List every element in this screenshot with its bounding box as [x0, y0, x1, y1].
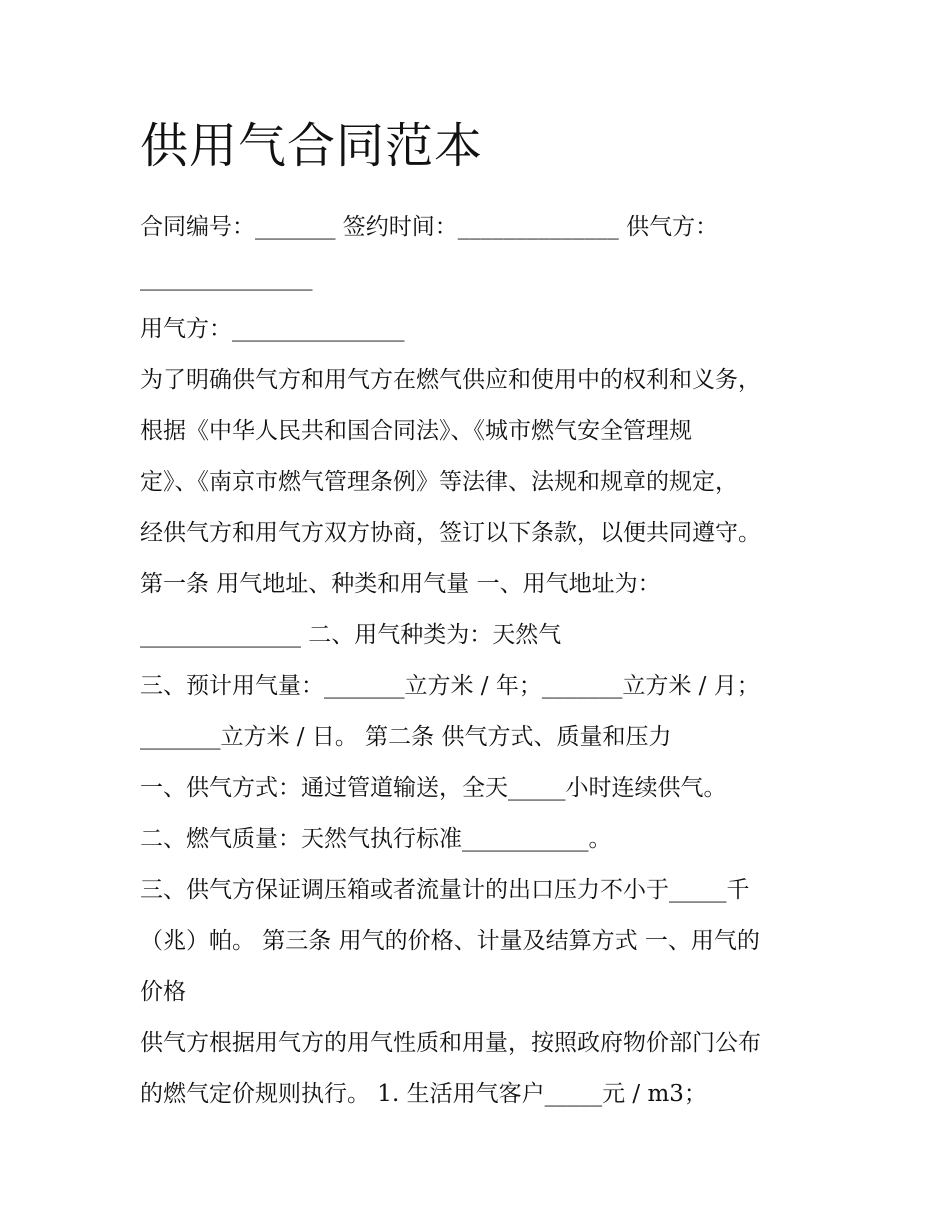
- text-line: 价格: [140, 979, 186, 1005]
- text-line: 一、供气方式：通过管道输送，全天_____小时连续供气。: [140, 775, 727, 801]
- text-line: 的燃气定价规则执行。 1. 生活用气客户_____元 / m3；: [140, 1081, 707, 1107]
- text-line: 根据《中华人民共和国合同法》、《城市燃气安全管理规: [140, 418, 692, 444]
- document-body: [140, 202, 820, 1120]
- text-line: 合同编号：_______ 签约时间：______________ 供气方：: [140, 214, 719, 240]
- text-line: 三、供气方保证调压箱或者流量计的出口压力不小于_____千: [140, 877, 750, 903]
- text-line: 供气方根据用气方的用气性质和用量，按照政府物价部门公布: [140, 1030, 761, 1056]
- text-line: 经供气方和用气方双方协商，签订以下条款，以便共同遵守。: [140, 520, 761, 546]
- text-line: _______________: [140, 265, 313, 291]
- document-page: [140, 112, 820, 1120]
- text-line: _______立方米 / 日。 第二条 供气方式、质量和压力: [140, 724, 672, 750]
- text-line: 二、燃气质量：天然气执行标准___________。: [140, 826, 612, 852]
- text-line: ______________ 二、用气种类为：天然气: [140, 622, 562, 648]
- text-line: （兆）帕。 第三条 用气的价格、计量及结算方式 一、用气的: [140, 928, 760, 954]
- text-line: 三、预计用气量：_______立方米 / 年；_______立方米 / 月；: [140, 673, 760, 699]
- document-title: 供用气合同范本: [140, 118, 484, 174]
- text-line: 为了明确供气方和用气方在燃气供应和使用中的权利和义务，: [140, 367, 761, 393]
- text-line: 第一条 用气地址、种类和用气量 一、用气地址为：: [140, 571, 661, 597]
- text-line: 定》、《南京市燃气管理条例》等法律、法规和规章的规定，: [140, 469, 738, 495]
- text-line: 用气方：_______________: [140, 316, 405, 342]
